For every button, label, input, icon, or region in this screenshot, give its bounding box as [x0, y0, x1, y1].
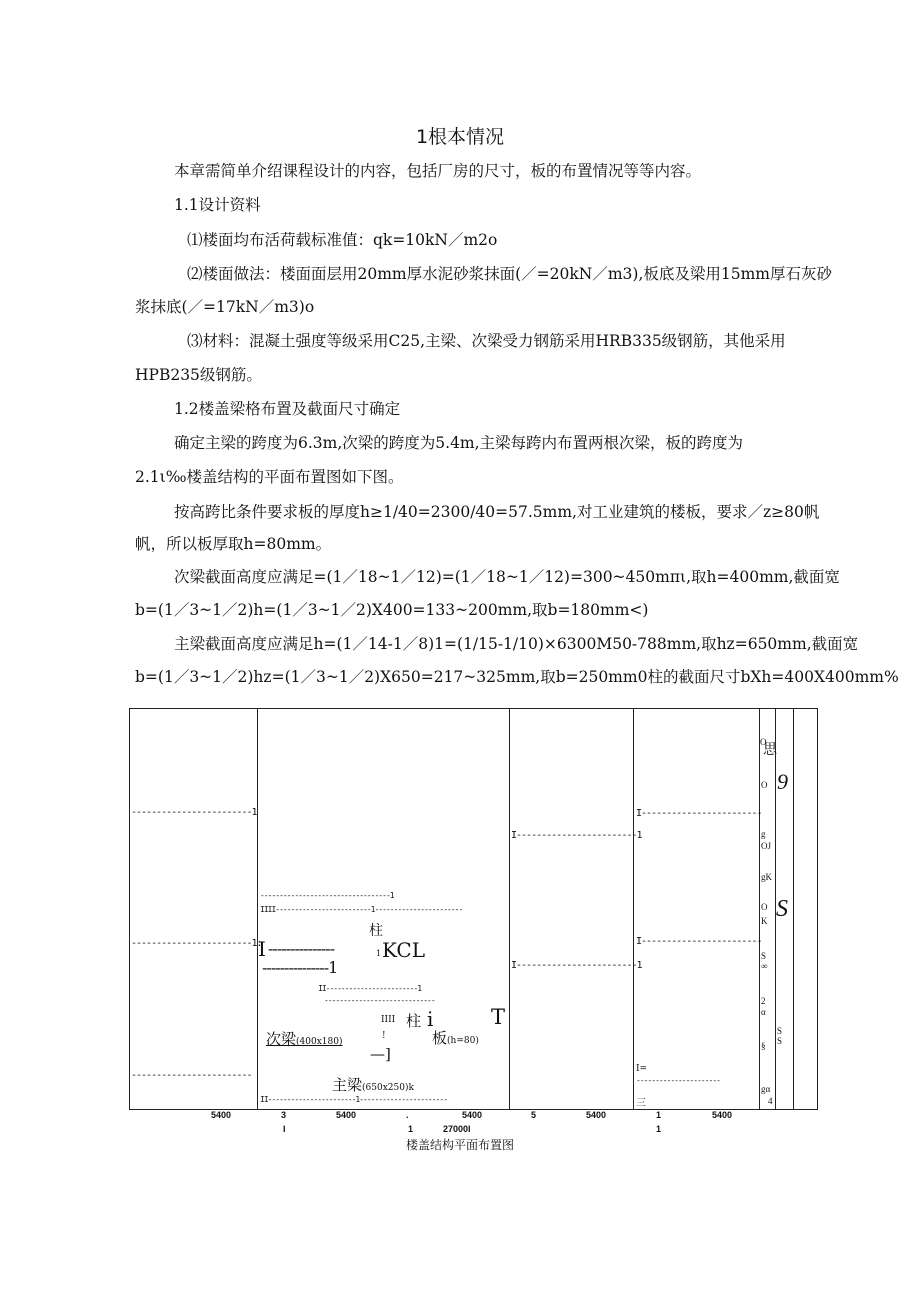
intro-paragraph: 本章需简单介绍课程设计的内容，包括厂房的尺寸，板的布置情况等等内容。: [174, 162, 702, 180]
side-glyph: §: [761, 1041, 766, 1051]
marker-text: 三: [636, 1098, 646, 1109]
side-glyph: S: [761, 951, 767, 961]
slab-thickness: (h=80): [447, 1036, 479, 1046]
side-glyph: O: [761, 902, 768, 912]
bold-dash-line: ---------------1: [262, 958, 338, 977]
marker-text: I=: [636, 1064, 648, 1074]
dimension-label: 5400: [336, 1110, 357, 1120]
section-heading-1-1: 1.1设计资料: [174, 196, 261, 214]
main-beam-name: 主梁: [332, 1076, 363, 1094]
beam-dash-line: ------------------------1:: [131, 938, 262, 949]
paragraph-2-line-1: 按高跨比条件要求板的厚度h≥1/40=2300/40=57.5mm,对工业建筑的楼板，要求／z≥80帆: [174, 503, 820, 521]
total-dimension-label: 27000I: [443, 1124, 471, 1134]
side-glyph: K: [761, 916, 768, 926]
side-glyph: O: [761, 780, 768, 790]
side-glyph: 2: [761, 996, 766, 1006]
beam-dash-line: I------------------------1: [511, 830, 642, 841]
big-letter-T: T: [491, 1005, 506, 1029]
dimension-label: 5400: [211, 1110, 232, 1120]
grid-line: [509, 708, 510, 1109]
slab-name: 板: [432, 1029, 448, 1047]
beam-dash-line: ------------------------1: [131, 807, 257, 818]
beam-dash-line: II------------------------1: [318, 984, 422, 993]
paragraph-2-line-2: 帆，所以板厚取h=80mm。: [135, 535, 332, 553]
beam-dash-line: I------------------------: [636, 808, 762, 819]
secondary-beam-name: 次梁: [266, 1030, 297, 1048]
beam-dash-line: -----------------------------: [324, 996, 435, 1005]
beam-dash-line: ----------------------------------1: [260, 891, 394, 900]
column-label: 柱: [369, 923, 383, 939]
marker-text: IIII: [381, 1015, 396, 1025]
side-glyph: OJ: [761, 841, 772, 851]
paragraph-1-line-1: 确定主梁的跨度为6.3m,次梁的跨度为5.4m,主梁每跨内布置两根次梁，板的跨度为: [174, 434, 744, 452]
grid-line: [633, 708, 634, 1109]
side-glyph: S: [776, 896, 788, 922]
grid-line: [759, 708, 760, 1109]
secondary-beam-label: [266, 1028, 342, 1049]
item-2-line-2: 浆抹底(／=17kN／m3)o: [135, 298, 315, 316]
section-heading-1-2: 1.2楼盖梁格布置及截面尺寸确定: [174, 400, 401, 418]
figure-frame: [129, 708, 818, 1110]
dimension-label: 1: [408, 1124, 414, 1134]
beam-dash-line: I------------------------: [636, 936, 762, 947]
beam-dash-line: ----------------------: [636, 1076, 720, 1085]
dimension-label: 3: [281, 1110, 287, 1120]
side-glyph: gK: [761, 872, 772, 882]
paragraph-3-line-2: b=(1／3~1／2)h=(1／3~1／2)X400=133~200mm,取b=180mm<): [135, 601, 649, 619]
side-glyph: S: [777, 1026, 783, 1036]
marker-text: !: [382, 1031, 386, 1041]
main-beam-size: (650x250)k: [362, 1083, 414, 1093]
dimension-label: 5400: [586, 1110, 607, 1120]
paragraph-1-line-2: 2.1ι‰楼盖结构的平面布置图如下图。: [135, 468, 404, 486]
beam-dash-line: II-----------------------1-----------------------: [260, 1095, 448, 1104]
page-title: 1根本情况: [415, 126, 505, 148]
bold-dash-line: ---------------: [268, 939, 335, 958]
dimension-label: 5: [531, 1110, 537, 1120]
item-3-line-1: ⑶材料：混凝土强度等级采用C25,主梁、次梁受力钢筋采用HRB335级钢筋，其他采用: [187, 332, 786, 350]
dimension-label: I: [283, 1124, 286, 1134]
item-2-line-1: ⑵楼面做法：楼面面层用20mm厚水泥砂浆抹面(／=20kN／m3),板底及梁用15mm厚石灰砂: [187, 265, 832, 283]
item-3-line-2: HPB235级钢筋。: [135, 366, 262, 384]
beam-dash-line: I------------------------1: [511, 960, 642, 971]
beam-dash-line: IIII-------------------------1-----------------------: [260, 905, 463, 914]
grid-line: [257, 708, 258, 1109]
side-glyph: 4: [768, 1096, 773, 1106]
marker-text: i: [427, 1007, 434, 1031]
big-letter-I: I: [258, 937, 266, 961]
column-label: 柱: [406, 1012, 422, 1030]
side-glyph: 思: [763, 743, 777, 758]
small-digit: 1: [376, 949, 382, 958]
dimension-label: .: [406, 1110, 409, 1120]
paragraph-4-line-2: b=(1／3~1／2)hz=(1／3~1／2)X650=217~325mm,取b=250mm0柱的截面尺寸bXh=400X400mm%: [135, 668, 899, 686]
kcl-label: KCL: [382, 938, 425, 962]
dimension-label: 5400: [462, 1110, 483, 1120]
side-glyph: O: [760, 737, 767, 747]
main-beam-label: [332, 1074, 414, 1095]
beam-dash-line: ------------------------: [131, 1070, 252, 1081]
paragraph-3-line-1: 次梁截面高度应满足=(1／18~1／12)=(1／18~1／12)=300~450mπι,取h=400mm,截面宽: [174, 568, 840, 586]
dimension-label: 5400: [712, 1110, 733, 1120]
side-glyph: g: [761, 829, 766, 839]
side-glyph: S: [777, 1036, 783, 1046]
secondary-beam-size: (400x180): [296, 1037, 343, 1047]
side-glyph: 9: [777, 769, 788, 794]
bracket-mark: —]: [370, 1045, 391, 1063]
side-glyph: gα: [761, 1084, 771, 1094]
paragraph-4-line-1: 主梁截面高度应满足h=(1／14-1／8)1=(1/15-1/10)×6300M50-788mm,取hz=650mm,截面宽: [174, 635, 859, 653]
dimension-label: 1: [656, 1110, 662, 1120]
grid-line: [793, 708, 794, 1109]
side-glyph: ∞: [761, 961, 768, 971]
figure-caption: 楼盖结构平面布置图: [405, 1138, 514, 1152]
dimension-label: 1: [656, 1124, 662, 1134]
side-glyph: α: [761, 1007, 766, 1017]
slab-label: [432, 1027, 479, 1048]
item-1: ⑴楼面均布活荷载标准值：qk=10kN／m2o: [187, 231, 498, 249]
